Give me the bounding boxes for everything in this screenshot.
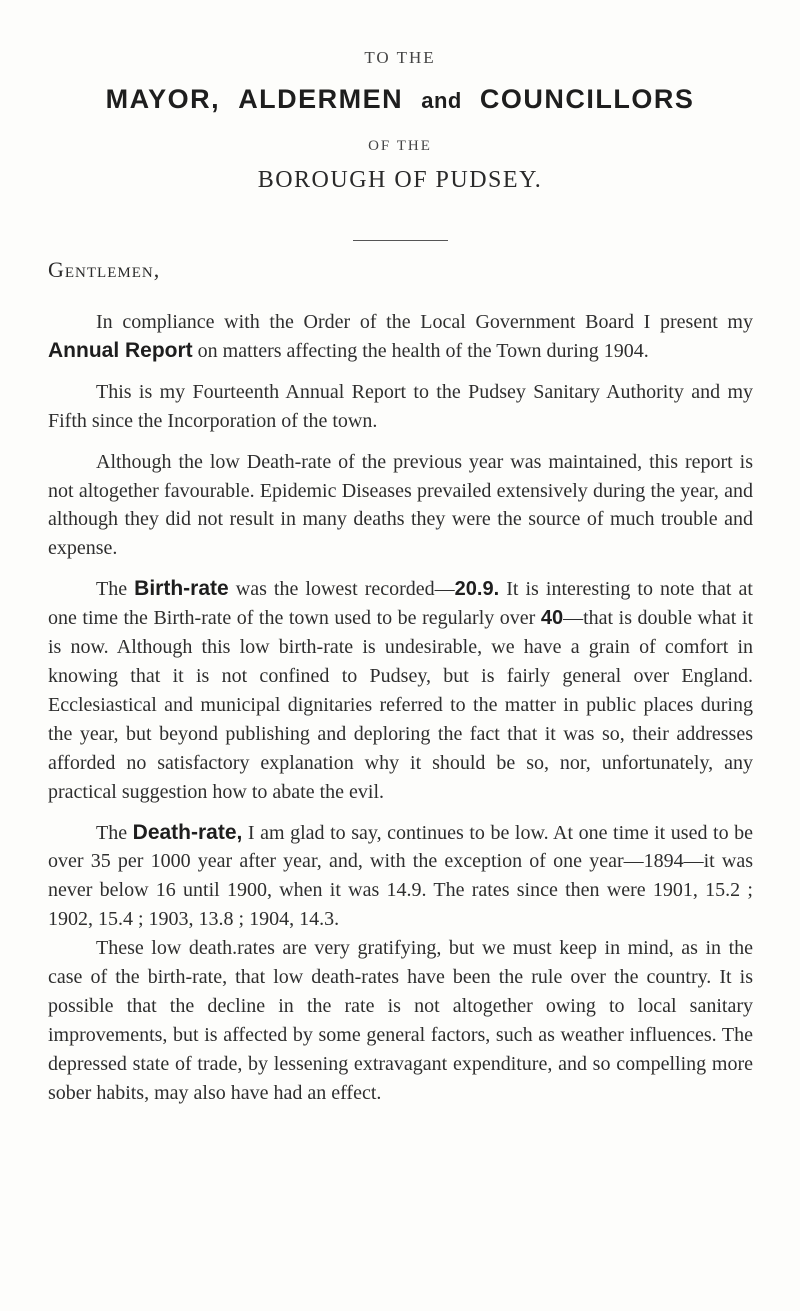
divider-rule [353,240,448,241]
p4-text-b: was the lowest recorded— [228,578,455,601]
addressee-councillors: COUNCILLORS [479,84,695,114]
header-of-the: OF THE [368,138,432,154]
header-borough: BOROUGH OF PUDSEY. [257,167,543,193]
salutation: Gentlemen, [48,257,161,282]
p1-text-b: on matters affecting the health of the Town during 1904. [192,339,649,362]
p4-text-c: It is interesting to note that at one time the Birth-rate of the town used to be regularly over [48,578,753,630]
annual-report-emphasis: Annual Report [48,338,193,362]
historic-birth-rate-value: 40 [540,607,564,630]
p4-text-d: —that is double what it is now. Although this low birth-rate is undesirable, we have a grain of comfort in knowing that it is not confined to Pudsey, but is fairly general over England. Ecclesiastical and municipal dignitaries referred to the matter in public places during the year, but beyond publishing and deploring the fact that it was so, their addresses afforded no satisfactory explanation why it should be so, nor, unfortunately, any practical suggestion how to abate the evil. [48,607,753,803]
paragraph-low-death-rates: These low death.rates are very gratifying, but we must keep in mind, as in the case of the birth-rate, that low death-rates have been the rule over the country. It is possible that the decline in the rate is not altogether owing to local sanitary improvements, but is affected by some general factors, such as weather influences. The depressed state of trade, by lessening extravagant expenditure, and so compelling more sober habits, may also have had an effect. [48,937,753,1104]
addressee-mayor: MAYOR, [105,84,221,114]
p1-text-a: In compliance with the Order of the Local Government Board I present my [96,311,753,333]
header-to-the: TO THE [364,48,436,67]
addressee-aldermen: ALDERMEN [238,84,404,114]
paragraph-death-rate [48,819,753,935]
paragraph-birth-rate [48,575,753,806]
death-rate-emphasis: Death-rate, [132,820,243,844]
p5-text-a: The [96,821,133,844]
birth-rate-value: 20.9. [454,578,500,601]
addressee-and: and [421,88,462,113]
paragraph-death-rate-summary: Although the low Death-rate of the previous year was maintained, this report is not altogether favourable. Epidemic Diseases prevailed extensively during the year, and although they did not result in many deaths they were the source of much trouble and expense. [48,450,753,560]
p4-text-a: The [96,578,135,601]
birth-rate-emphasis: Birth-rate [134,577,229,601]
report-body [48,308,753,1120]
addressee-line [0,84,800,115]
paragraph-compliance [48,308,753,366]
p5-text-b: I am glad to say, continues to be low. At one time it used to be over 35 per 1000 year after year, and, with the exception of one year—1894—it was never below 16 until 1900, when it was 14.9. The rates since then were 1901, 15.2 ; 1902, 15.4 ; 1903, 13.8 ; 1904, 14.3. [48,821,753,931]
paragraph-fourteenth-report: This is my Fourteenth Annual Report to the Pudsey Sanitary Authority and my Fifth since the Incorporation of the town. [48,380,753,432]
